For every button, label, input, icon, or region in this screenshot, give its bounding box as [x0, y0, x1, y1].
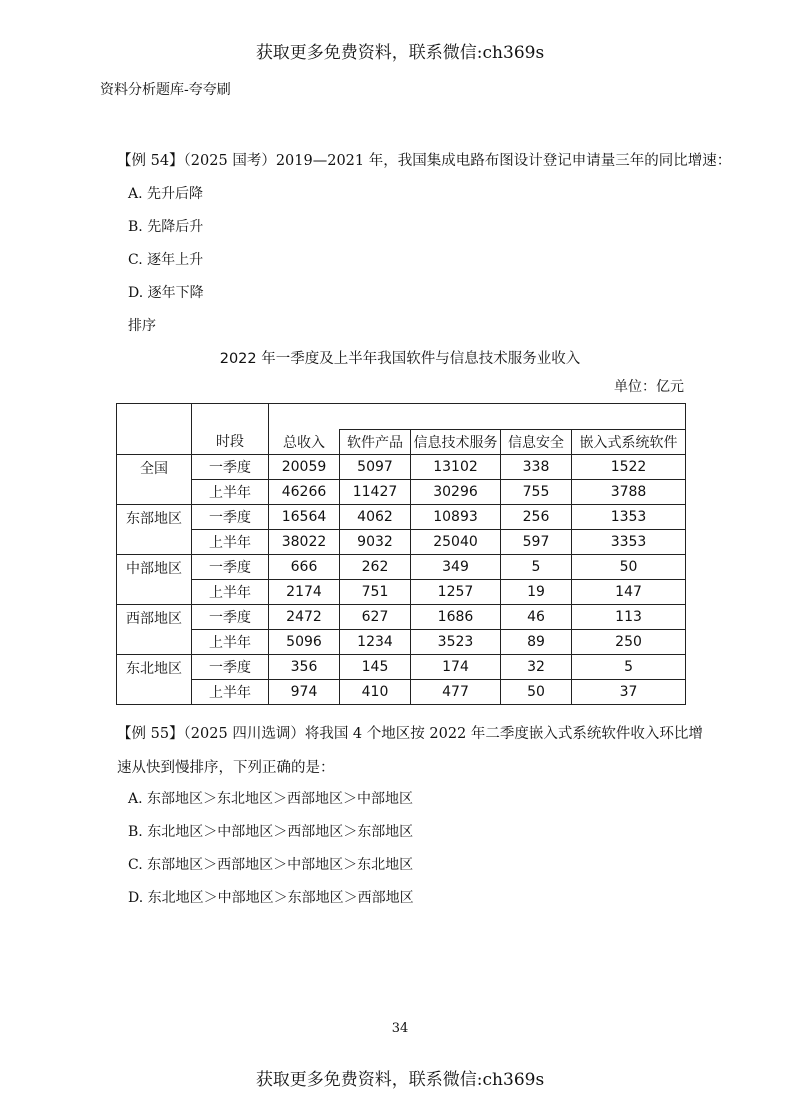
revenue-table: [116, 403, 686, 705]
table-row: [117, 455, 686, 480]
value-cell: 25040: [411, 530, 501, 555]
value-cell: 256: [501, 505, 572, 530]
period-cell: 上半年: [192, 480, 269, 505]
period-cell: 上半年: [192, 630, 269, 655]
value-cell: 974: [269, 680, 340, 705]
value-cell: 9032: [340, 530, 411, 555]
value-cell: 1686: [411, 605, 501, 630]
value-cell: 349: [411, 555, 501, 580]
value-cell: 38022: [269, 530, 340, 555]
value-cell: 89: [501, 630, 572, 655]
value-cell: 1522: [572, 455, 686, 480]
period-cell: 上半年: [192, 580, 269, 605]
value-cell: 11427: [340, 480, 411, 505]
value-cell: 4062: [340, 505, 411, 530]
value-cell: 627: [340, 605, 411, 630]
top-promo-banner: 获取更多免费资料，联系微信:ch369s: [255, 43, 545, 63]
value-cell: 5: [501, 555, 572, 580]
region-name-cell: 西部地区: [117, 605, 192, 655]
question-54-option-c: C. 逐年上升: [128, 252, 204, 268]
question-55-option-c: C. 东部地区＞西部地区＞中部地区＞东北地区: [128, 857, 414, 873]
value-cell: 5: [572, 655, 686, 680]
value-cell: 50: [501, 680, 572, 705]
table-title: 2022 年一季度及上半年我国软件与信息技术服务业收入: [219, 351, 581, 367]
column-header-total: 总收入: [269, 430, 340, 455]
series-title: 资料分析题库-夸夸刷: [100, 82, 231, 98]
table-row: [117, 605, 686, 630]
question-55-option-a: A. 东部地区＞东北地区＞西部地区＞中部地区: [128, 791, 414, 807]
column-header-period: 时段: [192, 404, 269, 455]
value-cell: 19: [501, 580, 572, 605]
value-cell: 13102: [411, 455, 501, 480]
column-header-it-services: 信息技术服务: [411, 430, 501, 455]
value-cell: 3353: [572, 530, 686, 555]
value-cell: 174: [411, 655, 501, 680]
value-cell: 50: [572, 555, 686, 580]
value-cell: 46266: [269, 480, 340, 505]
value-cell: 477: [411, 680, 501, 705]
value-cell: 113: [572, 605, 686, 630]
value-cell: 32: [501, 655, 572, 680]
period-cell: 上半年: [192, 680, 269, 705]
value-cell: 2472: [269, 605, 340, 630]
value-cell: 46: [501, 605, 572, 630]
value-cell: 5097: [340, 455, 411, 480]
region-name-cell: 全国: [117, 455, 192, 505]
value-cell: 1353: [572, 505, 686, 530]
value-cell: 1257: [411, 580, 501, 605]
table-body: [117, 455, 686, 705]
value-cell: 751: [340, 580, 411, 605]
period-cell: 一季度: [192, 505, 269, 530]
question-55-stem-line2: 速从快到慢排序，下列正确的是：: [117, 760, 335, 776]
region-name-cell: 东北地区: [117, 655, 192, 705]
value-cell: 755: [501, 480, 572, 505]
value-cell: 597: [501, 530, 572, 555]
value-cell: 3523: [411, 630, 501, 655]
value-cell: 250: [572, 630, 686, 655]
period-cell: 一季度: [192, 655, 269, 680]
section-label: 排序: [128, 318, 156, 334]
value-cell: 20059: [269, 455, 340, 480]
table-row: [117, 555, 686, 580]
page-number: 34: [391, 1021, 409, 1036]
value-cell: 356: [269, 655, 340, 680]
value-cell: 147: [572, 580, 686, 605]
column-header-info-security: 信息安全: [501, 430, 572, 455]
value-cell: 262: [340, 555, 411, 580]
value-cell: 666: [269, 555, 340, 580]
value-cell: 338: [501, 455, 572, 480]
period-cell: 一季度: [192, 605, 269, 630]
question-55-option-b: B. 东北地区＞中部地区＞西部地区＞东部地区: [128, 824, 414, 840]
value-cell: 5096: [269, 630, 340, 655]
question-55-option-d: D. 东北地区＞中部地区＞东部地区＞西部地区: [128, 890, 414, 906]
table-row: [117, 580, 686, 605]
table-row: [117, 480, 686, 505]
question-54-option-d: D. 逐年下降: [128, 285, 204, 301]
table-corner-cell: [117, 404, 192, 455]
table-row: [117, 530, 686, 555]
value-cell: 30296: [411, 480, 501, 505]
column-header-software-products: 软件产品: [340, 430, 411, 455]
value-cell: 410: [340, 680, 411, 705]
question-54-option-b: B. 先降后升: [128, 219, 204, 235]
value-cell: 3788: [572, 480, 686, 505]
table-row: [117, 680, 686, 705]
value-cell: 37: [572, 680, 686, 705]
column-header-embedded-software: 嵌入式系统软件: [572, 430, 686, 455]
value-cell: 10893: [411, 505, 501, 530]
table-row: [117, 655, 686, 680]
question-54-stem: 【例 54】（2025 国考）2019—2021 年，我国集成电路布图设计登记申请量三年的同比增速：: [117, 153, 732, 169]
period-cell: 上半年: [192, 530, 269, 555]
value-cell: 16564: [269, 505, 340, 530]
table-row: [117, 630, 686, 655]
value-cell: 2174: [269, 580, 340, 605]
table-header-spacer-row: [117, 404, 686, 430]
bottom-promo-banner: 获取更多免费资料，联系微信:ch369s: [255, 1070, 545, 1090]
region-name-cell: 东部地区: [117, 505, 192, 555]
period-cell: 一季度: [192, 455, 269, 480]
value-cell: 1234: [340, 630, 411, 655]
value-cell: 145: [340, 655, 411, 680]
period-cell: 一季度: [192, 555, 269, 580]
region-name-cell: 中部地区: [117, 555, 192, 605]
question-55-stem-line1: 【例 55】（2025 四川选调）将我国 4 个地区按 2022 年二季度嵌入式系统软件收入环比增: [117, 726, 703, 742]
table-row: [117, 505, 686, 530]
question-54-option-a: A. 先升后降: [128, 186, 204, 202]
table-unit: 单位：亿元: [614, 379, 684, 395]
table-header-spacer: [269, 404, 686, 430]
